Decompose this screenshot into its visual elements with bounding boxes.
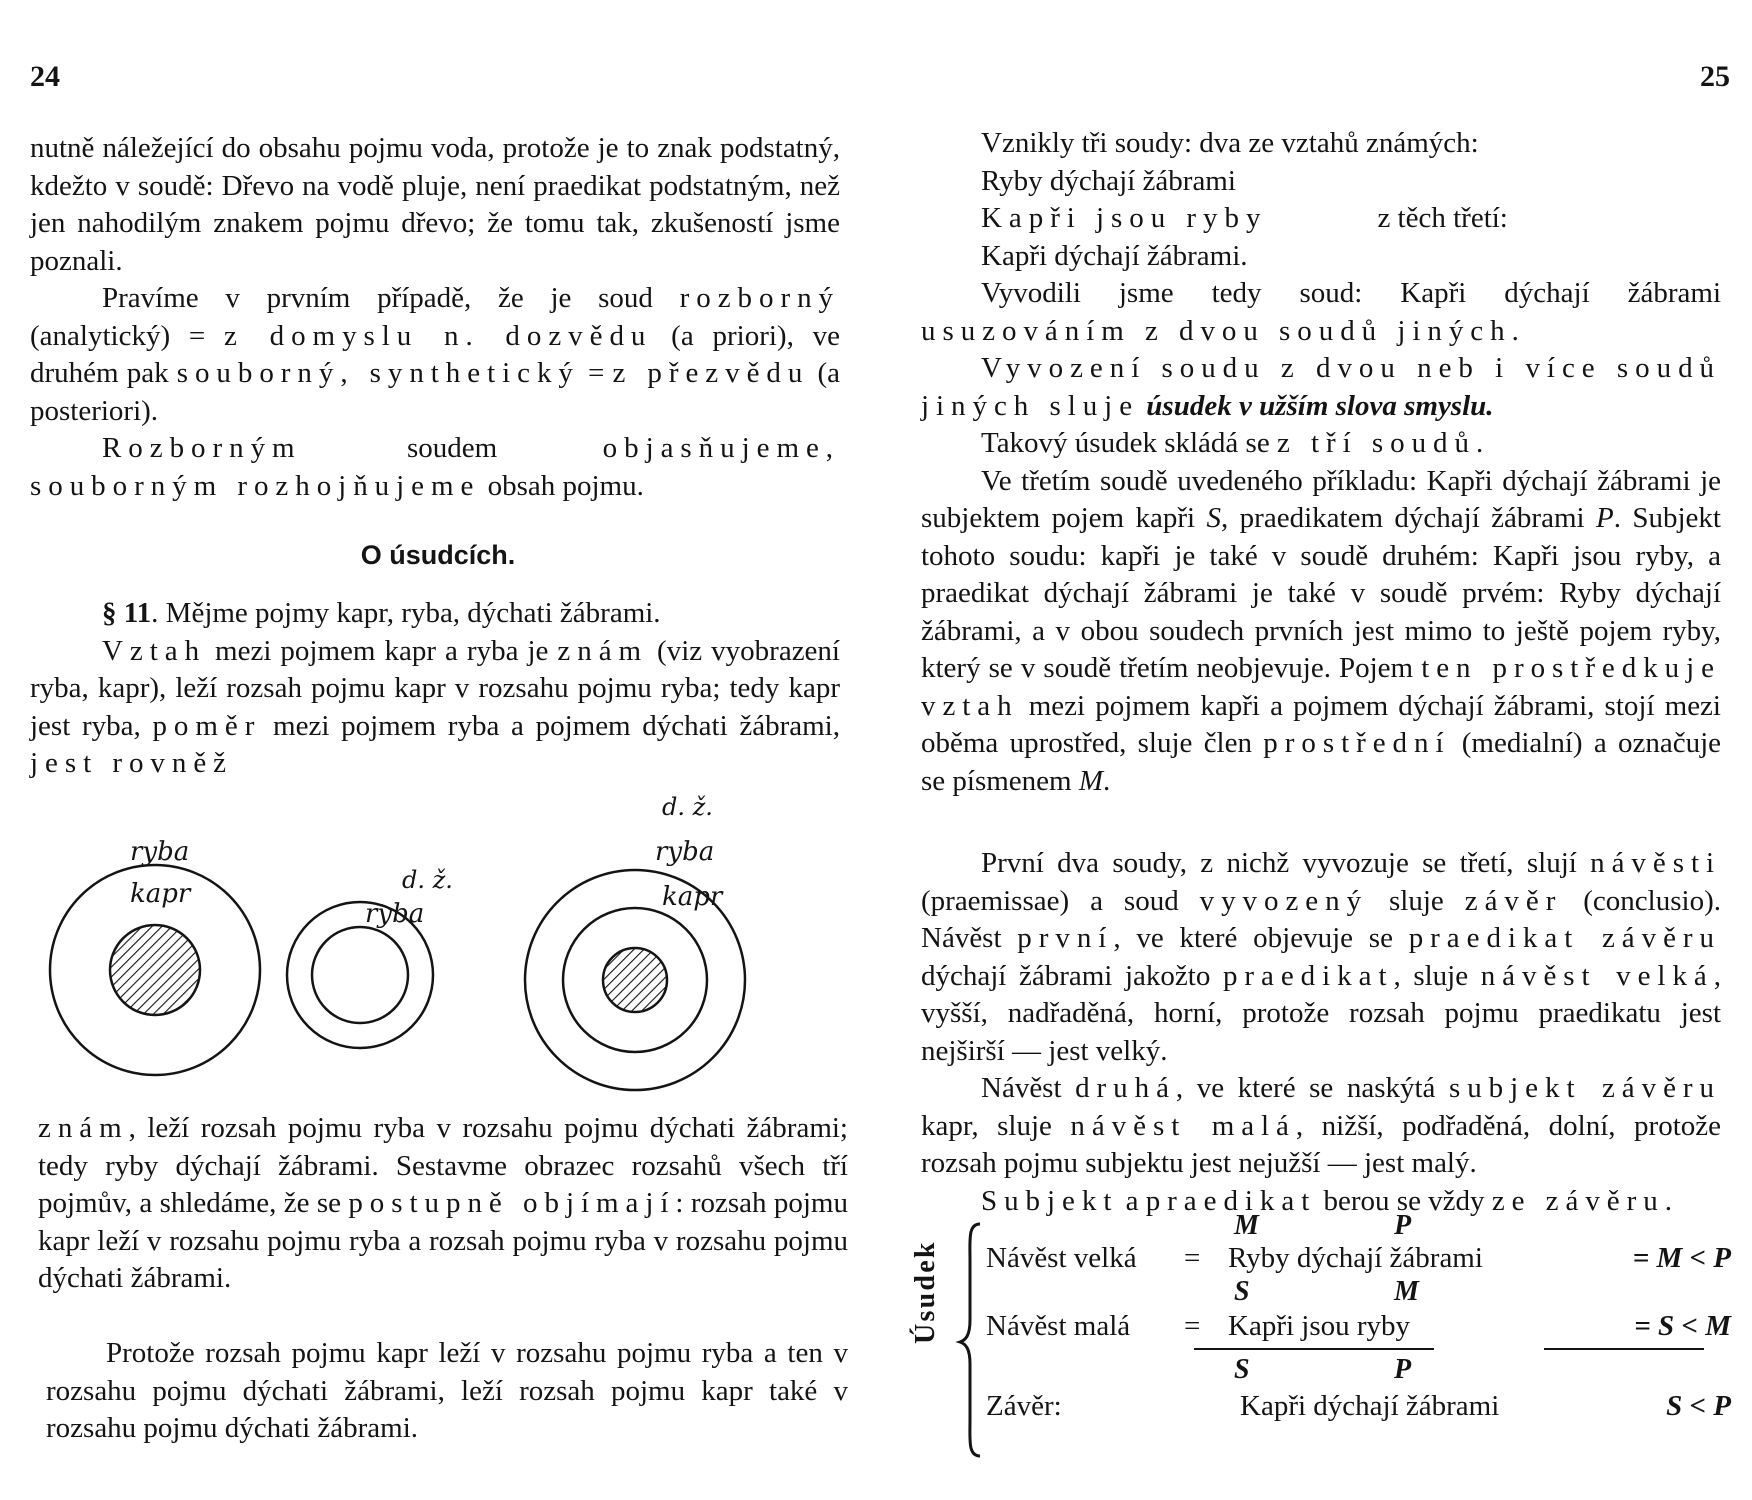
paragraph-ve-tretim xyxy=(921,463,1721,801)
paragraph-vyvozeni xyxy=(921,350,1721,425)
euler-diagrams xyxy=(30,793,850,1110)
paragraph-vyvodili xyxy=(921,275,1721,350)
paragraph-navesti xyxy=(921,845,1721,1070)
label-ryba: ryba xyxy=(130,837,190,867)
text-run: , leží rozsah pojmu ryba v rozsahu pojmu dýchati žábrami; tedy ryby dýchají žábrami. Sestavme obrazec rozsahů všech tří pojmův, a shledáme, že se xyxy=(38,1112,848,1219)
symbol-s-bottom: S xyxy=(1234,1354,1250,1385)
equals-sign: = xyxy=(1184,1242,1201,1274)
paragraph-subjekt xyxy=(921,1183,1721,1221)
spaced-term: návěsti xyxy=(1590,847,1721,879)
spaced-term: subjekt závěru xyxy=(1448,1072,1721,1104)
paragraph-objasnujeme xyxy=(30,430,840,505)
spaced-term: Vztah xyxy=(102,634,207,667)
left-text-block-1 xyxy=(30,130,840,505)
text-run: (conclusio). Návěst xyxy=(921,884,1721,954)
right-page xyxy=(876,0,1752,1500)
spaced-term: souborný, synthetický xyxy=(176,357,580,389)
conclusion-label: Závěr: xyxy=(986,1390,1062,1422)
text-run: , nižší, podřaděná, dolní, protože rozsah pojmu subjektu jest nejužší — jest malý. xyxy=(921,1109,1721,1179)
spaced-term: ten prostředkuje vztah xyxy=(921,652,1721,722)
kapr-inner-circle xyxy=(603,948,667,1012)
spaced-term: první xyxy=(1017,922,1114,954)
text-run: z těch třetí: xyxy=(1377,202,1508,234)
spaced-term: znám xyxy=(557,634,649,667)
spaced-term: druhá xyxy=(1075,1072,1176,1104)
syllogism-label: Úsudek xyxy=(910,1240,941,1344)
brace-icon xyxy=(958,1220,984,1460)
spaced-term: poměr xyxy=(152,709,262,742)
spaced-term: Vyvození soudu z dvou neb i více soudů jiných sluje xyxy=(921,352,1721,422)
symbol-m-top: M xyxy=(1234,1210,1259,1241)
right-text-block-1 xyxy=(921,125,1721,800)
paragraph-vznikly: Vznikly tři soudy: dva ze vztahů známých: xyxy=(981,127,1479,159)
text-run: mezi pojmem ryba a pojmem dýchati žábrami, xyxy=(261,709,840,742)
diagram-nested-three xyxy=(525,793,745,1090)
spaced-term: z přezvědu xyxy=(612,357,810,389)
syllogism-conclusion xyxy=(986,1390,1736,1430)
major-premise-label: Návěst velká xyxy=(986,1242,1137,1274)
major-premise-formula: = M < P xyxy=(1632,1242,1731,1274)
ryba-inner-circle xyxy=(312,927,408,1023)
text-run: , vyšší, nadřaděná, horní, protože rozsah pojmu praedikatu jest nejširší — jest velký. xyxy=(921,959,1721,1067)
label-dz: d. ž. xyxy=(402,866,453,894)
text-run: . Mějme pojmy kapr, ryba, dýchati žábrami. xyxy=(151,597,661,629)
spaced-term: praedikat xyxy=(1145,1184,1317,1217)
minor-premise-text: Kapři jsou ryby xyxy=(1228,1310,1411,1342)
euler-diagrams-svg xyxy=(30,793,850,1110)
conclusion-rule-left xyxy=(1194,1348,1434,1350)
text-run: Ve třetím soudě uvedeného příkladu: Kapři dýchají žábrami je subjektem pojem kapři xyxy=(921,464,1721,534)
text-run: Vyvodili jsme tedy soud: Kapři dýchají žábrami xyxy=(981,277,1721,309)
text-run: (a priori), ve druhém pak xyxy=(30,319,840,389)
syllogism-major-premise xyxy=(986,1242,1736,1282)
spaced-term: závěr xyxy=(1464,884,1563,917)
spaced-term: Rozborným xyxy=(102,432,302,464)
text-run: mezi pojmem kapři a pojmem dýchají žábrami, stojí mezi oběma uprostřed, sluje člen xyxy=(921,689,1721,759)
symbol-p-bottom: P xyxy=(1394,1354,1412,1385)
spaced-term: znám xyxy=(38,1112,129,1144)
left-text-block-2 xyxy=(30,595,840,783)
minor-premise-label: Návěst malá xyxy=(986,1310,1131,1342)
major-premise-text: Ryby dýchají žábrami xyxy=(1228,1242,1483,1274)
spaced-term: usuzováním z dvou soudů jiných xyxy=(921,314,1512,347)
text-run: = xyxy=(579,357,613,389)
equals-sign: = xyxy=(1184,1310,1201,1342)
text-run: . Subjekt tohoto soudu: kapři je také v soudě druhém: Kapři jsou ryby, a praedikat dýchají žábrami je také v soudě prvém: Ryby dýchají žábrami, a v obou soudech prvních jest mimo to ještě pojem ryby, který se v soudě třetím neobjevuje. Pojem xyxy=(921,502,1721,684)
spaced-term: Kapři jsou ryby xyxy=(981,202,1268,234)
text-run: kapr, sluje xyxy=(921,1109,1071,1142)
paragraph-takovy xyxy=(921,425,1721,463)
text-run: , ve které se naskýtá xyxy=(1175,1072,1449,1104)
spaced-term: z tří soudů xyxy=(1276,427,1476,459)
text-run: soudem xyxy=(301,432,603,464)
text-run: Návěst xyxy=(981,1072,1076,1104)
example-conclusion: Kapři dýchají žábrami. xyxy=(981,239,1248,272)
syllogism-minor-premise xyxy=(986,1310,1736,1350)
conclusion-formula: S < P xyxy=(1666,1390,1731,1422)
spaced-term: návěst malá xyxy=(1070,1109,1296,1142)
page-number-right: 25 xyxy=(1700,60,1730,93)
spaced-term: jest rovněž xyxy=(30,747,233,779)
label-dz-3: d. ž. xyxy=(662,793,713,821)
text-run: dýchají žábrami jakožto xyxy=(921,959,1223,992)
spaced-term: vyvozený xyxy=(1199,884,1369,917)
text-run: sluje xyxy=(1368,884,1465,917)
text-run: (viz vyobrazení ryba, kapr), leží rozsah pojmu kapr v rozsahu pojmu ryba; tedy kapr jest ryba, xyxy=(30,634,840,742)
text-run: (a posteriori). xyxy=(30,357,840,427)
text-run: , praedikatem dýchají žábrami xyxy=(1221,502,1596,534)
text-run: (praemissae) a soud xyxy=(921,884,1200,917)
paragraph-protoze: Protože rozsah pojmu kapr leží v rozsahu pojmu ryba a ten v rozsahu pojmu dýchati žábrami, leží rozsah pojmu kapr také v rozsahu pojmu dýchati žábrami. xyxy=(46,1337,848,1444)
section-heading: O úsudcích. xyxy=(360,540,516,570)
text-run: Takový úsudek skládá se xyxy=(981,427,1277,459)
section-number: § 11 xyxy=(102,597,152,629)
italic-term: úsudek v užším slova smyslu. xyxy=(1139,389,1494,422)
text-run: (medialní) a označuje se písmenem xyxy=(921,727,1722,797)
paragraph-section-11 xyxy=(30,595,840,633)
symbol-p-top: P xyxy=(1394,1210,1412,1241)
label-ryba-2: ryba xyxy=(365,899,425,929)
paragraph-voda: nutně náležející do obsahu pojmu voda, protože je to znak podstatný, kdežto v soudě: Dřevo na vodě pluje, není praedikat podstatným, než jen nahodilým znakem pojmu dřevo; že tomu tak, zkušeností jsme poznali. xyxy=(30,132,840,277)
symbol-p: P xyxy=(1595,502,1614,534)
paragraph-znam xyxy=(38,1110,848,1298)
paragraph-rozborny xyxy=(30,280,840,430)
spaced-term: rozborný xyxy=(679,282,840,314)
diagram-ryba-in-dz xyxy=(287,866,453,1048)
symbol-s: S xyxy=(1206,502,1222,534)
text-run: Pravíme v prvním případě, že je soud xyxy=(102,282,680,314)
conclusion-text: Kapři dýchají žábrami xyxy=(1240,1390,1500,1422)
page-number-left: 24 xyxy=(30,60,60,93)
symbol-s-mid: S xyxy=(1234,1276,1250,1307)
label-ryba-3: ryba xyxy=(655,837,715,867)
spaced-term: postupně objímají xyxy=(348,1187,676,1219)
spaced-term: prostřední xyxy=(1263,727,1451,759)
kapr-circle xyxy=(110,925,200,1015)
label-kapr: kapr xyxy=(130,879,191,909)
spaced-term: praedikat xyxy=(1222,959,1394,992)
text-run: obsah pojmu. xyxy=(480,469,644,502)
text-run: (analytický) = xyxy=(30,319,225,352)
syllogism-scheme xyxy=(910,1210,1736,1460)
conclusion-rule-right xyxy=(1544,1348,1704,1350)
spaced-term: Subjekt xyxy=(981,1184,1119,1217)
symbol-m-mid: M xyxy=(1394,1276,1419,1307)
label-kapr-3: kapr xyxy=(662,882,723,912)
left-text-block-3 xyxy=(38,1110,848,1298)
text-run: První dva soudy, z nichž vyvozuje se třetí, slují xyxy=(981,847,1591,879)
text-run: mezi pojmem kapr a ryba je xyxy=(206,634,558,667)
text-run: . xyxy=(1475,427,1484,459)
text-run: . xyxy=(1511,314,1519,347)
text-run: . xyxy=(1103,764,1111,797)
spaced-term: návěst velká xyxy=(1480,959,1714,992)
symbol-m: M xyxy=(1078,764,1104,797)
text-run: berou se vždy xyxy=(1316,1184,1492,1217)
example-premise-1: Ryby dýchají žábrami xyxy=(981,164,1236,197)
paragraph-druha xyxy=(921,1070,1721,1183)
minor-premise-formula: = S < M xyxy=(1634,1310,1731,1342)
text-run: , ve které objevuje se xyxy=(1113,922,1409,954)
left-text-block-4 xyxy=(46,1335,848,1448)
text-run: , sluje xyxy=(1393,959,1481,992)
text-run: a xyxy=(1118,1184,1146,1217)
example-premise-2 xyxy=(921,200,1721,238)
text-run: . xyxy=(1664,1184,1672,1217)
text-run: : rozsah pojmu kapr leží v rozsahu pojmu ryba a rozsah pojmu ryba v rozsahu pojmu dýchati žábrami. xyxy=(38,1187,848,1294)
paragraph-vztah xyxy=(30,633,840,783)
diagram-kapr-in-ryba xyxy=(50,837,260,1075)
spaced-term: praedikat závěru xyxy=(1408,922,1721,954)
right-text-block-2 xyxy=(921,845,1721,1220)
spaced-term: z domyslu n. dozvědu xyxy=(224,319,653,352)
spaced-term: objasňujeme, souborným rozhojňujeme xyxy=(30,432,840,502)
spaced-term: ze závěru xyxy=(1491,1184,1665,1217)
